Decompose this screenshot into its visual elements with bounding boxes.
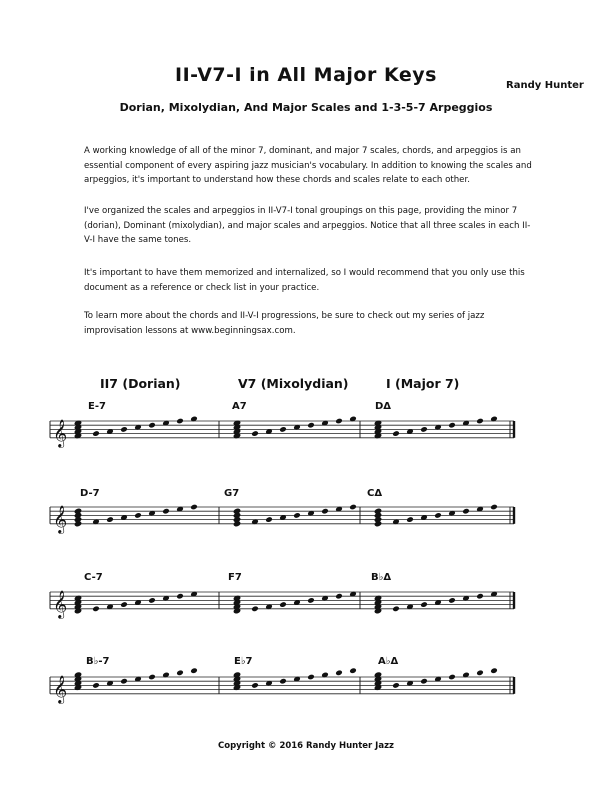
scale-note	[251, 606, 259, 613]
chord-symbol: DΔ	[375, 401, 392, 412]
scale-note	[490, 667, 498, 674]
scale-note	[335, 670, 343, 677]
intro-paragraph-2: I've organized the scales and arpeggios in II-V7-I tonal groupings on this page, providing the minor 7 (dorian), Dominant (mixolydian), and major scales and arpeggios. Notice that all three scales in each II-V-I have the same tones.	[84, 206, 531, 245]
scale-note	[92, 682, 100, 689]
scale-note	[92, 606, 100, 613]
scale-note	[490, 504, 498, 511]
heading-dorian: II7 (Dorian)	[100, 376, 181, 391]
scale-note	[279, 601, 287, 608]
scale-note	[476, 593, 484, 600]
treble-clef: 𝄞	[53, 589, 68, 618]
scale-note	[92, 430, 100, 437]
scale-note	[190, 504, 198, 511]
scale-note	[349, 667, 357, 674]
chord-symbol: D-7	[80, 488, 100, 499]
scale-note	[420, 678, 428, 685]
scale-note	[420, 601, 428, 608]
scale-note	[420, 426, 428, 433]
scale-note	[349, 504, 357, 511]
heading-major7: I (Major 7)	[386, 376, 460, 391]
scale-note	[134, 512, 142, 519]
scale-note	[279, 426, 287, 433]
scale-note	[106, 516, 114, 523]
scale-note	[120, 426, 128, 433]
scale-note	[406, 516, 414, 523]
scale-note	[307, 422, 315, 429]
scale-note	[448, 422, 456, 429]
scale-note	[190, 667, 198, 674]
scale-note	[307, 597, 315, 604]
scale-note	[335, 418, 343, 425]
intro-paragraph-3: It's important to have them memorized and internalized, so I would recommend that you only use this document as a reference or check list in your practice.	[84, 268, 525, 293]
intro-paragraph-1: A working knowledge of all of the minor 7, dominant, and major 7 scales, chords, and arpeggios is an essential component of every aspiring jazz musician's vocabulary. In addition to knowing the scales and arpeggios, it's important to understand how these chords and scales relate to each other.	[84, 146, 532, 185]
treble-clef: 𝄞	[53, 504, 68, 533]
chord-symbol: C-7	[84, 572, 103, 583]
page-subtitle: Dorian, Mixolydian, And Major Scales and 1-3-5-7 Arpeggios	[119, 101, 493, 114]
scale-note	[120, 678, 128, 685]
chord-symbol: G7	[224, 488, 240, 499]
chord-symbol: E-7	[88, 401, 106, 412]
scale-note	[279, 678, 287, 685]
scale-note	[307, 674, 315, 681]
scale-note	[392, 606, 400, 613]
scale-note	[392, 682, 400, 689]
treble-clef: 𝄞	[53, 674, 68, 703]
scale-note	[251, 682, 259, 689]
scale-note	[176, 418, 184, 425]
scale-note	[293, 512, 301, 519]
page-title: II-V7-I in All Major Keys	[175, 64, 437, 86]
scale-note	[148, 674, 156, 681]
scale-note	[448, 597, 456, 604]
scale-note	[476, 418, 484, 425]
chord-symbol: E♭7	[234, 656, 253, 667]
scale-note	[176, 593, 184, 600]
scale-note	[476, 670, 484, 677]
scale-note	[148, 597, 156, 604]
scale-note	[120, 601, 128, 608]
scale-note	[448, 674, 456, 681]
scale-note	[176, 670, 184, 677]
scale-note	[335, 593, 343, 600]
scale-note	[265, 516, 273, 523]
scale-note	[462, 508, 470, 515]
scale-note	[434, 512, 442, 519]
copyright-notice: Copyright © 2016 Randy Hunter Jazz	[218, 741, 394, 751]
chord-symbol: B♭Δ	[371, 572, 392, 583]
chord-symbol: F7	[228, 572, 242, 583]
scale-note	[392, 430, 400, 437]
intro-paragraph-4: To learn more about the chords and II-V-I progressions, be sure to check out my series of jazz improvisation lessons at www.beginningsax.com.	[84, 311, 485, 336]
treble-clef: 𝄞	[53, 418, 68, 447]
author-name: Randy Hunter	[506, 80, 584, 91]
scale-note	[148, 422, 156, 429]
chord-symbol: A♭Δ	[378, 656, 399, 667]
heading-mixolydian: V7 (Mixolydian)	[238, 376, 349, 391]
chord-symbol: B♭-7	[86, 656, 110, 667]
scale-note	[162, 508, 170, 515]
chord-symbol: A7	[232, 401, 247, 412]
scale-note	[251, 430, 259, 437]
scale-note	[321, 508, 329, 515]
chord-symbol: CΔ	[367, 488, 383, 499]
